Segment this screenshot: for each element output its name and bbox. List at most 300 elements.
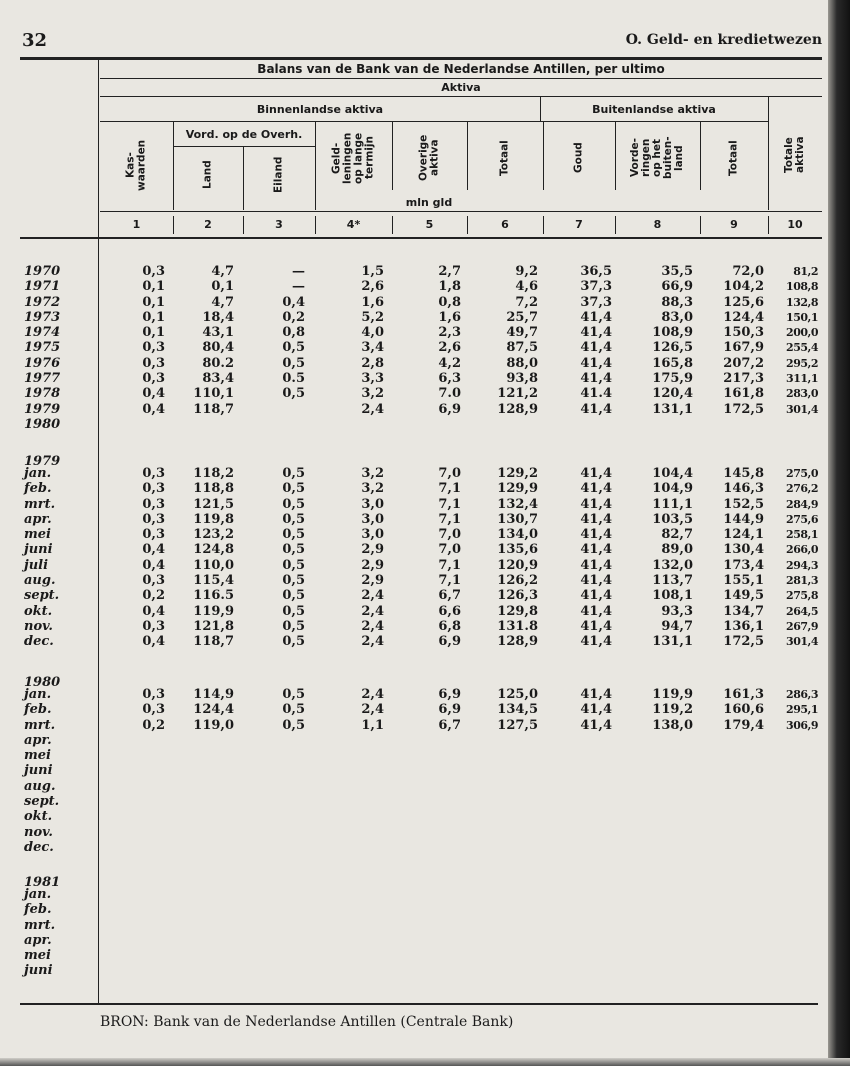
cell-col-1: 0,3 [142, 496, 165, 512]
source-note: BRON: Bank van de Nederlandse Antillen (Centrale Bank) [100, 1014, 514, 1030]
cell-col-9: 150,3 [723, 325, 764, 341]
cell-col-7: 41,4 [580, 309, 612, 325]
cell-col-4: 3,3 [361, 371, 384, 387]
government-claims-header: Vord. op de Overh. [185, 128, 303, 141]
cell-col-3: 0,5 [282, 618, 305, 634]
rule [173, 146, 315, 147]
row-label: jan. [24, 466, 52, 481]
cell-col-10: 284,9 [786, 497, 818, 511]
table-row [0, 619, 830, 634]
cell-col-9: 124,4 [723, 309, 764, 325]
col-divider [392, 216, 393, 234]
cell-col-3: 0,8 [282, 325, 305, 341]
col-header-totaal-binnen: Totaal [498, 140, 511, 176]
cell-col-5: 1,8 [438, 279, 461, 295]
cell-col-7: 41,4 [580, 573, 612, 589]
cell-col-2: 110,1 [193, 386, 234, 402]
cell-col-9: 172,5 [723, 634, 764, 650]
cell-col-5: 6,9 [438, 634, 461, 650]
year-label: 1979 [24, 454, 61, 469]
cell-col-10: 267,9 [786, 619, 818, 633]
cell-col-2: 116.5 [193, 588, 234, 604]
section-title: O. Geld- en kredietwezen [625, 32, 822, 48]
row-label: mrt. [24, 496, 56, 512]
cell-col-2: 80,4 [202, 340, 234, 356]
rule [100, 121, 768, 122]
cell-col-8: 108,9 [652, 325, 693, 341]
cell-col-2: 83,4 [202, 371, 234, 387]
table-row [0, 604, 830, 619]
cell-col-9: 217,3 [723, 371, 764, 387]
table-row [0, 371, 830, 386]
row-label: juli [24, 557, 49, 573]
aktiva-header: Aktiva [441, 81, 481, 94]
cell-col-10: 311,1 [786, 372, 818, 386]
row-label: 1974 [24, 325, 61, 341]
cell-col-4: 3,4 [361, 340, 384, 356]
cell-col-1: 0,4 [142, 603, 165, 619]
col-header-goud: Goud [572, 142, 585, 174]
table-row [0, 340, 830, 355]
cell-col-10: 275,6 [786, 512, 818, 526]
cell-col-9: 161,8 [723, 386, 764, 402]
cell-col-9: 179,4 [723, 717, 764, 733]
row-label: okt. [24, 809, 53, 825]
cell-col-6: 130,7 [497, 511, 538, 527]
cell-col-6: 121,2 [497, 386, 538, 402]
table-row [0, 356, 830, 371]
col-number: 3 [275, 218, 283, 231]
cell-col-1: 0,3 [142, 618, 165, 634]
table-row [0, 558, 830, 573]
table-row [0, 687, 830, 702]
table-row [0, 417, 830, 432]
col-divider [467, 216, 468, 234]
cell-col-3: — [292, 264, 305, 279]
cell-col-3: 0,5 [282, 702, 305, 718]
cell-col-5: 6,9 [438, 702, 461, 718]
row-label: 1977 [24, 371, 61, 387]
col-header-eiland: Eiland [272, 156, 285, 194]
table-row [0, 702, 830, 717]
cell-col-8: 138,0 [652, 717, 693, 733]
row-label: feb. [24, 902, 52, 918]
cell-col-10: 295,1 [786, 703, 818, 717]
cell-col-10: 283,0 [786, 387, 818, 401]
cell-col-2: 118,8 [193, 481, 234, 497]
cell-col-7: 41,4 [580, 466, 612, 481]
cell-col-7: 41,4 [580, 340, 612, 356]
table-title: Balans van de Bank van de Nederlandse Antillen, per ultimo [257, 62, 665, 76]
cell-col-9: 146,3 [723, 481, 764, 497]
table-row [0, 573, 830, 588]
cell-col-7: 41,4 [580, 481, 612, 497]
row-label: aug. [24, 573, 56, 589]
cell-col-2: 121,5 [193, 496, 234, 512]
row-label: 1976 [24, 355, 61, 371]
cell-col-2: 18,4 [202, 309, 234, 325]
cell-col-4: 3,2 [361, 386, 384, 402]
cell-col-8: 131,1 [652, 401, 693, 417]
cell-col-6: 132,4 [497, 496, 538, 512]
cell-col-2: 118,2 [193, 466, 234, 481]
cell-col-8: 88,3 [661, 294, 693, 310]
row-label: mei [24, 948, 51, 964]
cell-col-7: 41,4 [580, 603, 612, 619]
cell-col-1: 0,2 [142, 717, 165, 733]
cell-col-5: 7,0 [438, 542, 461, 558]
cell-col-10: 150,1 [786, 310, 818, 324]
cell-col-1: 0,1 [142, 279, 165, 295]
row-label: 1975 [24, 340, 61, 356]
table-row [0, 933, 830, 948]
cell-col-1: 0,3 [142, 355, 165, 371]
rule [100, 78, 822, 79]
cell-col-9: 207,2 [723, 355, 764, 371]
cell-col-6: 88,0 [506, 355, 538, 371]
col-divider [173, 216, 174, 234]
cell-col-6: 134,5 [497, 702, 538, 718]
cell-col-6: 126,3 [497, 588, 538, 604]
table-row [0, 588, 830, 603]
cell-col-7: 41,4 [580, 355, 612, 371]
cell-col-4: 2,6 [361, 279, 384, 295]
row-label: dec. [24, 839, 54, 855]
table-row [0, 310, 830, 325]
cell-col-2: 124,4 [193, 702, 234, 718]
cell-col-7: 41,4 [580, 542, 612, 558]
table-row [0, 718, 830, 733]
row-label: mei [24, 748, 51, 764]
cell-col-9: 155,1 [723, 573, 764, 589]
unit-label: mln gld [405, 196, 453, 209]
cell-col-4: 2,4 [361, 634, 384, 650]
cell-col-8: 119,2 [652, 702, 693, 718]
cell-col-1: 0,4 [142, 386, 165, 402]
cell-col-4: 3,0 [361, 496, 384, 512]
table-row [0, 386, 830, 401]
table-group [0, 454, 830, 650]
cell-col-4: 2,9 [361, 542, 384, 558]
cell-col-10: 281,3 [786, 574, 818, 588]
cell-col-4: 2,4 [361, 603, 384, 619]
cell-col-5: 4,2 [438, 355, 461, 371]
col-number: 4* [346, 218, 361, 231]
cell-col-9: 152,5 [723, 496, 764, 512]
cell-col-9: 134,7 [723, 603, 764, 619]
col-number: 7 [575, 218, 583, 231]
cell-col-1: 0,4 [142, 542, 165, 558]
cell-col-1: 0,4 [142, 557, 165, 573]
cell-col-7: 37,3 [580, 279, 612, 295]
cell-col-3: 0,5 [282, 687, 305, 702]
cell-col-2: 123,2 [193, 527, 234, 543]
col-header-vorderingen-buitenland: Vorde- ringen op het buiten- land [629, 136, 685, 180]
cell-col-8: 108,1 [652, 588, 693, 604]
row-label: 1973 [24, 309, 61, 325]
cell-col-9: 104,2 [723, 279, 764, 295]
table-row [0, 748, 830, 763]
table-row [0, 809, 830, 824]
cell-col-3: 0,5 [282, 588, 305, 604]
cell-col-2: 114,9 [193, 687, 234, 702]
cell-col-4: 2,4 [361, 687, 384, 702]
table-row [0, 512, 830, 527]
cell-col-8: 165,8 [652, 355, 693, 371]
cell-col-5: 7,0 [438, 466, 461, 481]
cell-col-10: 306,9 [786, 718, 818, 732]
cell-col-9: 173,4 [723, 557, 764, 573]
cell-col-5: 7,1 [438, 481, 461, 497]
row-label: okt. [24, 603, 53, 619]
cell-col-4: 2,9 [361, 573, 384, 589]
cell-col-3: 0,5 [282, 603, 305, 619]
cell-col-7: 41,4 [580, 325, 612, 341]
cell-col-7: 41,4 [580, 687, 612, 702]
cell-col-1: 0,1 [142, 325, 165, 341]
cell-col-4: 2,8 [361, 355, 384, 371]
cell-col-10: 266,0 [786, 543, 818, 557]
year-heading-row [0, 875, 830, 890]
table-row [0, 634, 830, 649]
col-number: 5 [425, 218, 434, 231]
year-label: 1981 [24, 875, 61, 890]
year-label: 1980 [24, 675, 61, 690]
cell-col-4: 2,9 [361, 557, 384, 573]
cell-col-7: 41,4 [580, 588, 612, 604]
row-label: jan. [24, 687, 52, 702]
cell-col-3: 0,5 [282, 557, 305, 573]
cell-col-6: 4,6 [515, 279, 538, 295]
cell-col-7: 41,4 [580, 557, 612, 573]
cell-col-2: 124,8 [193, 542, 234, 558]
cell-col-5: 7.0 [438, 386, 461, 402]
cell-col-10: 276,2 [786, 482, 818, 496]
table-row [0, 825, 830, 840]
cell-col-1: 0,3 [142, 511, 165, 527]
cell-col-5: 6,9 [438, 401, 461, 417]
cell-col-1: 0,3 [142, 481, 165, 497]
cell-col-2: 110,0 [193, 557, 234, 573]
cell-col-6: 129,8 [497, 603, 538, 619]
cell-col-5: 6,6 [438, 603, 461, 619]
cell-col-3: 0,5 [282, 386, 305, 402]
cell-col-8: 113,7 [652, 573, 693, 589]
cell-col-10: 301,4 [786, 402, 818, 416]
cell-col-5: 0,8 [438, 294, 461, 310]
cell-col-3: 0,5 [282, 511, 305, 527]
cell-col-10: 295,2 [786, 356, 818, 370]
table-group [0, 875, 830, 979]
cell-col-3: 0,5 [282, 634, 305, 650]
col-number: 8 [653, 218, 662, 231]
col-number: 9 [730, 218, 738, 231]
row-label: nov. [24, 824, 53, 840]
cell-col-7: 36,5 [580, 264, 612, 279]
table-row [0, 963, 830, 978]
cell-col-1: 0,3 [142, 527, 165, 543]
cell-col-5: 2,7 [438, 264, 461, 279]
col-header-totaal-buiten: Totaal [727, 140, 740, 176]
cell-col-10: 275,0 [786, 467, 818, 480]
table-row [0, 763, 830, 778]
cell-col-10: 81,2 [793, 265, 818, 278]
col-number: 10 [787, 218, 803, 231]
cell-col-6: 131.8 [497, 618, 538, 634]
row-label: 1971 [24, 279, 61, 295]
cell-col-1: 0,3 [142, 371, 165, 387]
table-row [0, 497, 830, 512]
cell-col-1: 0,3 [142, 466, 165, 481]
cell-col-6: 120,9 [497, 557, 538, 573]
cell-col-4: 3,2 [361, 466, 384, 481]
cell-col-7: 41,4 [580, 496, 612, 512]
cell-col-4: 1,5 [361, 264, 384, 279]
cell-col-10: 275,8 [786, 589, 818, 603]
table-row [0, 794, 830, 809]
cell-col-8: 89,0 [661, 542, 693, 558]
page-number: 32 [22, 30, 48, 51]
cell-col-8: 119,9 [652, 687, 693, 702]
cell-col-6: 125,0 [497, 687, 538, 702]
cell-col-8: 94,7 [661, 618, 693, 634]
cell-col-3: 0.5 [282, 371, 305, 387]
cell-col-5: 7,1 [438, 496, 461, 512]
table-row [0, 840, 830, 855]
col-divider [768, 216, 769, 234]
row-label: sept. [24, 794, 60, 810]
table-row [0, 779, 830, 794]
row-label: nov. [24, 618, 53, 634]
page-bottom-edge [0, 1058, 850, 1066]
cell-col-1: 0,2 [142, 588, 165, 604]
cell-col-5: 7,1 [438, 557, 461, 573]
cell-col-7: 41,4 [580, 702, 612, 718]
cell-col-7: 41,4 [580, 511, 612, 527]
cell-col-9: 72,0 [732, 264, 764, 279]
cell-col-3: 0,2 [282, 309, 305, 325]
cell-col-4: 3,0 [361, 527, 384, 543]
rule [540, 97, 541, 121]
cell-col-6: 127,5 [497, 717, 538, 733]
cell-col-3: 0,5 [282, 542, 305, 558]
cell-col-2: 121,8 [193, 618, 234, 634]
cell-col-8: 120,4 [652, 386, 693, 402]
cell-col-4: 1,6 [361, 294, 384, 310]
row-label: jan. [24, 887, 52, 902]
table-row [0, 295, 830, 310]
cell-col-7: 41,4 [580, 401, 612, 417]
cell-col-1: 0,3 [142, 687, 165, 702]
cell-col-4: 2,4 [361, 401, 384, 417]
cell-col-1: 0,3 [142, 264, 165, 279]
cell-col-7: 37,3 [580, 294, 612, 310]
cell-col-6: 7,2 [515, 294, 538, 310]
row-label: feb. [24, 702, 52, 718]
cell-col-5: 7,1 [438, 573, 461, 589]
col-divider [543, 216, 544, 234]
col-number: 1 [132, 218, 141, 231]
cell-col-9: 130,4 [723, 542, 764, 558]
row-label: 1972 [24, 294, 61, 310]
cell-col-2: 119,0 [193, 717, 234, 733]
cell-col-10: 286,3 [786, 688, 818, 701]
cell-col-3: 0,5 [282, 527, 305, 543]
row-label: apr. [24, 732, 52, 748]
cell-col-10: 132,8 [786, 295, 818, 309]
cell-col-5: 1,6 [438, 309, 461, 325]
row-label: dec. [24, 634, 54, 650]
table-row [0, 902, 830, 917]
cell-col-5: 6,7 [438, 717, 461, 733]
cell-col-3: 0,5 [282, 573, 305, 589]
cell-col-8: 82,7 [661, 527, 693, 543]
cell-col-9: 160,6 [723, 702, 764, 718]
cell-col-1: 0,3 [142, 573, 165, 589]
row-label: mrt. [24, 717, 56, 733]
cell-col-8: 66,9 [661, 279, 693, 295]
col-divider [700, 216, 701, 234]
col-divider [315, 216, 316, 234]
row-label: 1979 [24, 401, 61, 417]
col-header-kaswaarden: Kas- waarden [124, 139, 148, 191]
cell-col-10: 108,8 [786, 280, 818, 294]
cell-col-2: 118,7 [193, 401, 234, 417]
table-row [0, 527, 830, 542]
cell-col-3: 0,5 [282, 717, 305, 733]
cell-col-8: 111,1 [652, 496, 693, 512]
cell-col-8: 103,5 [652, 511, 693, 527]
cell-col-7: 41,4 [580, 371, 612, 387]
row-label: mrt. [24, 917, 56, 933]
cell-col-7: 41.4 [580, 386, 612, 402]
cell-col-9: 167,9 [723, 340, 764, 356]
table-bottom-rule [20, 1003, 818, 1005]
cell-col-1: 0,3 [142, 340, 165, 356]
cell-col-4: 1,1 [361, 717, 384, 733]
cell-col-9: 149,5 [723, 588, 764, 604]
cell-col-2: 80.2 [202, 355, 234, 371]
cell-col-6: 126,2 [497, 573, 538, 589]
cell-col-9: 145,8 [723, 466, 764, 481]
cell-col-2: 115,4 [193, 573, 234, 589]
cell-col-9: 125,6 [723, 294, 764, 310]
col-number: 6 [501, 218, 509, 231]
cell-col-3: 0,4 [282, 294, 305, 310]
cell-col-3: 0,5 [282, 355, 305, 371]
table-row [0, 402, 830, 417]
cell-col-6: 93,8 [506, 371, 538, 387]
foreign-assets-header: Buitenlandse aktiva [592, 103, 716, 116]
cell-col-5: 6,7 [438, 588, 461, 604]
cell-col-2: 119,8 [193, 511, 234, 527]
cell-col-2: 4,7 [211, 294, 234, 310]
cell-col-9: 161,3 [723, 687, 764, 702]
table-group [0, 264, 830, 432]
cell-col-7: 41,4 [580, 527, 612, 543]
cell-col-8: 175,9 [652, 371, 693, 387]
cell-col-4: 2,4 [361, 588, 384, 604]
table-row [0, 542, 830, 557]
cell-col-1: 0,1 [142, 309, 165, 325]
cell-col-7: 41,4 [580, 634, 612, 650]
col-divider [615, 216, 616, 234]
cell-col-10: 294,3 [786, 558, 818, 572]
rule [100, 211, 822, 212]
rule [100, 96, 822, 97]
cell-col-8: 93,3 [661, 603, 693, 619]
book-spine-edge [828, 0, 850, 1066]
